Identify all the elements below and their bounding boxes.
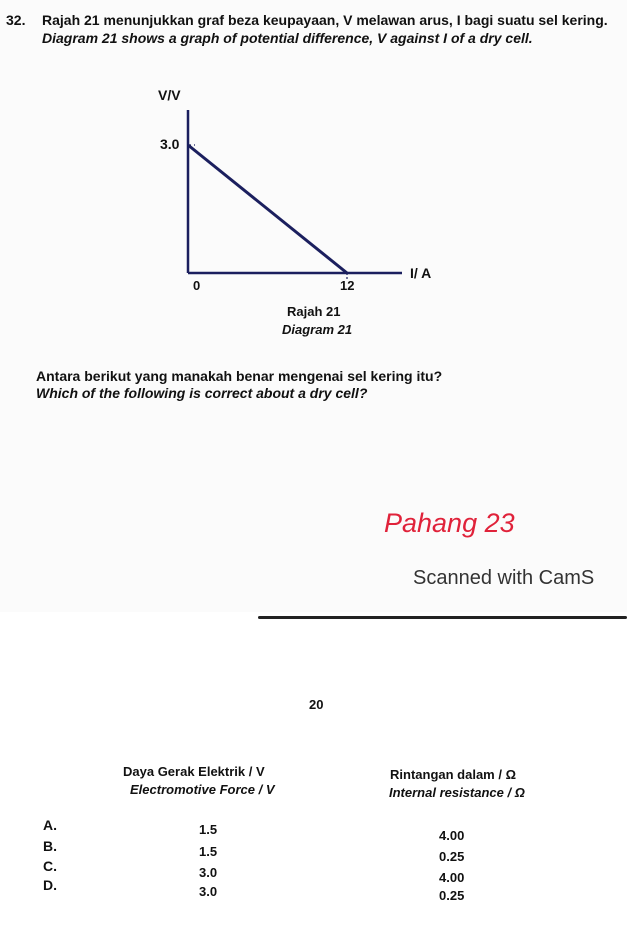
vi-graph (130, 80, 460, 342)
option-c-emf: 3.0 (199, 865, 218, 880)
series-line (188, 145, 347, 273)
pahang-stamp: Pahang 23 (384, 508, 515, 538)
option-a-resistance: 4.00 (439, 828, 465, 843)
y-tick-label: 3.0 (160, 136, 180, 152)
page-edge-shadow (258, 616, 627, 619)
resistance-header-malay: Rintangan dalam / Ω (390, 767, 516, 782)
option-b-resistance: 0.25 (439, 849, 465, 864)
caption-english: Diagram 21 (282, 322, 353, 337)
page-number: 20 (309, 697, 324, 712)
scanned-page-lower (0, 612, 627, 928)
option-c-resistance: 4.00 (439, 870, 465, 885)
emf-header-malay: Daya Gerak Elektrik / V (123, 764, 265, 779)
option-a-letter[interactable]: A. (43, 817, 57, 833)
prompt-text-english: Which of the following is correct about a dry cell? (36, 385, 368, 401)
x-tick-label-end: 12 (340, 278, 355, 293)
caption-malay: Rajah 21 (287, 304, 341, 319)
option-c-letter[interactable]: C. (43, 858, 57, 874)
option-d-resistance: 0.25 (439, 888, 465, 903)
scanner-watermark: Scanned with CamS (413, 567, 595, 589)
x-axis-label: I/ A (410, 265, 432, 281)
emf-header-english: Electromotive Force / V (130, 782, 275, 797)
y-axis-label: V/V (158, 87, 181, 103)
question-number: 32. (6, 12, 26, 28)
resistance-header-english: Internal resistance / Ω (389, 785, 525, 800)
option-b-emf: 1.5 (199, 844, 218, 859)
prompt-text-malay: Antara berikut yang manakah benar mengenai sel kering itu? (36, 368, 443, 384)
option-a-emf: 1.5 (199, 822, 218, 837)
question-text-malay: Rajah 21 menunjukkan graf beza keupayaan, V melawan arus, I bagi suatu sel kering. (42, 12, 608, 28)
option-d-emf: 3.0 (199, 884, 218, 899)
option-b-letter[interactable]: B. (43, 838, 57, 854)
x-tick-label-origin: 0 (193, 278, 201, 293)
question-text-english: Diagram 21 shows a graph of potential difference, V against I of a dry cell. (42, 30, 533, 46)
option-d-letter[interactable]: D. (43, 877, 57, 893)
